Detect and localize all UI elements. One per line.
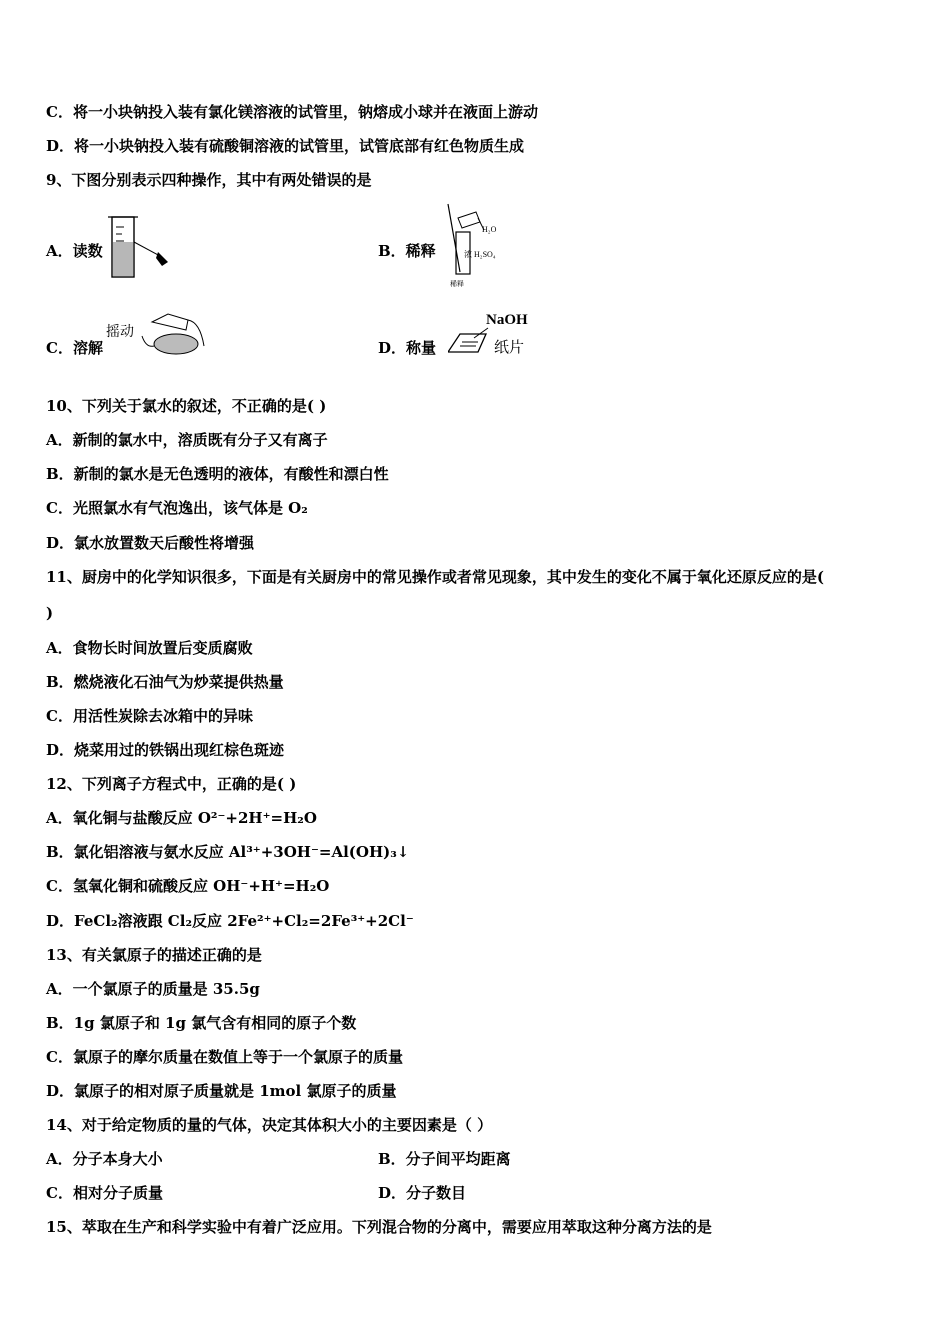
naoh-label: NaOH: [486, 312, 528, 328]
shake-label: 摇动: [106, 325, 134, 340]
q9-option-d: D．称量: [378, 339, 437, 357]
dilution-figure: [442, 202, 512, 290]
prev-option-c: C．将一小块钠投入装有氯化镁溶液的试管里，钠熔成小球并在液面上游动: [46, 103, 538, 121]
q9-stem: 9、下图分别表示四种操作，其中有两处错误的是: [46, 171, 372, 189]
q11-stem: 11、厨房中的化学知识很多，下面是有关厨房中的常见操作或者常见现象，其中发生的变化不属于氧化还原反应的是(: [46, 568, 824, 586]
weighing-figure: [448, 308, 540, 360]
q13-option-a: A．一个氯原子的质量是 35.5g: [46, 980, 260, 998]
reading-cylinder-figure: [106, 212, 172, 280]
q14-option-c: C．相对分子质量: [46, 1184, 163, 1202]
q13-option-b: B．1g 氯原子和 1g 氯气含有相同的原子个数: [46, 1014, 357, 1032]
h2o-label: H₂O: [482, 225, 497, 234]
acid-label: 浓 H₂SO₄: [464, 250, 496, 259]
q10-option-d: D．氯水放置数天后酸性将增强: [46, 534, 255, 552]
q11-option-b: B．燃烧液化石油气为炒菜提供热量: [46, 673, 284, 691]
q12-option-a: A．氧化铜与盐酸反应 O²⁻+2H⁺=H₂O: [46, 809, 317, 827]
q14-option-b: B．分子间平均距离: [378, 1150, 511, 1168]
q11-option-d: D．烧菜用过的铁锅出现红棕色斑迹: [46, 741, 285, 759]
q11-option-a: A．食物长时间放置后变质腐败: [46, 639, 253, 657]
q14-option-a: A．分子本身大小: [46, 1150, 163, 1168]
q12-option-c: C．氢氧化铜和硫酸反应 OH⁻+H⁺=H₂O: [46, 877, 330, 895]
q10-option-a: A．新制的氯水中，溶质既有分子又有离子: [46, 431, 328, 449]
q10-option-b: B．新制的氯水是无色透明的液体，有酸性和漂白性: [46, 465, 389, 483]
q11-option-c: C．用活性炭除去冰箱中的异味: [46, 707, 253, 725]
q14-stem: 14、对于给定物质的量的气体，决定其体积大小的主要因素是（ ）: [46, 1116, 493, 1134]
q9-option-a: A．读数: [46, 242, 103, 260]
paper-label: 纸片: [494, 340, 525, 356]
q12-option-d: D．FeCl₂溶液跟 Cl₂反应 2Fe²⁺+Cl₂=2Fe³⁺+2Cl⁻: [46, 912, 414, 930]
q12-stem: 12、下列离子方程式中，正确的是( ): [46, 775, 297, 793]
dilution-caption: 稀释: [450, 280, 464, 288]
q9-option-c: C．溶解: [46, 339, 103, 357]
q15-stem: 15、萃取在生产和科学实验中有着广泛应用。下列混合物的分离中，需要应用萃取这种分离方法的是: [46, 1218, 712, 1236]
q10-option-c: C．光照氯水有气泡逸出，该气体是 O₂: [46, 499, 308, 517]
q9-option-b: B．稀释: [378, 242, 436, 260]
q13-option-d: D．氯原子的相对原子质量就是 1mol 氯原子的质量: [46, 1082, 397, 1100]
q13-stem: 13、有关氯原子的描述正确的是: [46, 946, 262, 964]
q14-option-d: D．分子数目: [378, 1184, 467, 1202]
q10-stem: 10、下列关于氯水的叙述，不正确的是( ): [46, 397, 327, 415]
q11-stem-end: ): [46, 604, 54, 622]
q13-option-c: C．氯原子的摩尔质量在数值上等于一个氯原子的质量: [46, 1048, 403, 1066]
prev-option-d: D．将一小块钠投入装有硫酸铜溶液的试管里，试管底部有红色物质生成: [46, 137, 525, 155]
q12-option-b: B．氯化铝溶液与氨水反应 Al³⁺+3OH⁻=Al(OH)₃↓: [46, 843, 410, 861]
dissolving-figure: [106, 306, 210, 358]
